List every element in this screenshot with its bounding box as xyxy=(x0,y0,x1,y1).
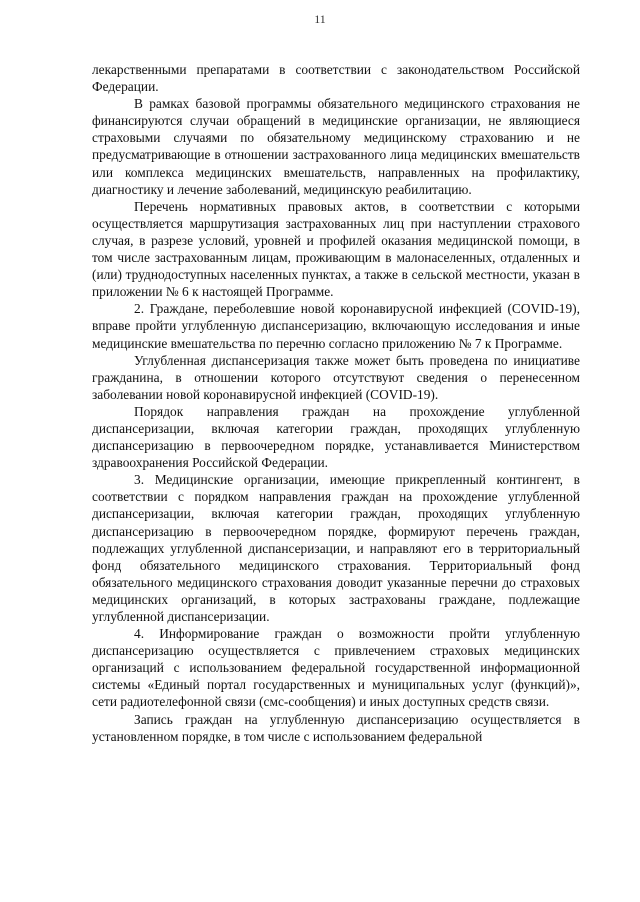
paragraph-5: Углубленная диспансеризация также может быть проведена по инициативе гражданина, в отношении которого отсутствуют сведения о перенесенном заболевании новой коронавирусной инфекцией (COVID-19). xyxy=(92,352,580,402)
page-number: 11 xyxy=(314,12,326,26)
paragraph-2: В рамках базовой программы обязательного медицинского страхования не финансируются случаи обращений в медицинские организации, не являющиеся страховыми случаями по обязательному медицинскому страхованию и не предусматривающие в отношении застрахованного лица медицинских вмешательств или комплекса медицинских вмешательств, направленных на профилактику, диагностику и лечение заболеваний, медицинскую реабилитацию. xyxy=(92,96,580,197)
paragraph-1: лекарственными препаратами в соответствии с законодательством Российской Федерации. xyxy=(92,62,580,95)
paragraph-6: Порядок направления граждан на прохождение углубленной диспансеризации, включая категории граждан, проходящих углубленную диспансеризацию в первоочередном порядке, устанавливается Министерством здравоохранения Российской Федерации. xyxy=(92,403,580,471)
paragraph-4: 2. Граждане, переболевшие новой коронавирусной инфекцией (COVID-19), вправе пройти углубленную диспансеризацию, включающую исследования и иные медицинские вмешательства по перечню согласно приложению № 7 к Программе. xyxy=(92,301,580,351)
paragraph-3: Перечень нормативных правовых актов, в соответствии с которыми осуществляется маршрутизация застрахованных лиц при наступлении страхового случая, в разрезе условий, уровней и профилей оказания медицинской помощи, в том числе застрахованным лицам, проживающим в малонаселенных, отдаленных и (или) труднодоступных населенных пунктах, а также в сельской местности, указан в приложении № 6 к настоящей Программе. xyxy=(92,198,580,300)
document-body xyxy=(92,61,580,745)
paragraph-7: 3. Медицинские организации, имеющие прикрепленный контингент, в соответствии с порядком направления граждан на прохождение углубленной диспансеризации, включая категории граждан, проходящих углубленную диспансеризацию в первоочередном порядке, формируют перечень граждан, подлежащих углубленной диспансеризации, и направляют его в территориальный фонд обязательного медицинского страхования. Территориальный фонд обязательного медицинского страхования доводит указанные перечни до страховых медицинских организаций, в которых застрахованы граждане, подлежащие углубленной диспансеризации. xyxy=(92,472,580,624)
paragraph-9: Запись граждан на углубленную диспансеризацию осуществляется в установленном порядке, в том числе с использованием федеральной xyxy=(92,711,580,744)
paragraph-8: 4. Информирование граждан о возможности пройти углубленную диспансеризацию осуществляется с привлечением страховых медицинских организаций с использованием федеральной государственной информационной системы «Единый портал государственных и муниципальных услуг (функций)», сети радиотелефонной связи (смс-сообщения) и иных доступных средств связи. xyxy=(92,626,580,710)
